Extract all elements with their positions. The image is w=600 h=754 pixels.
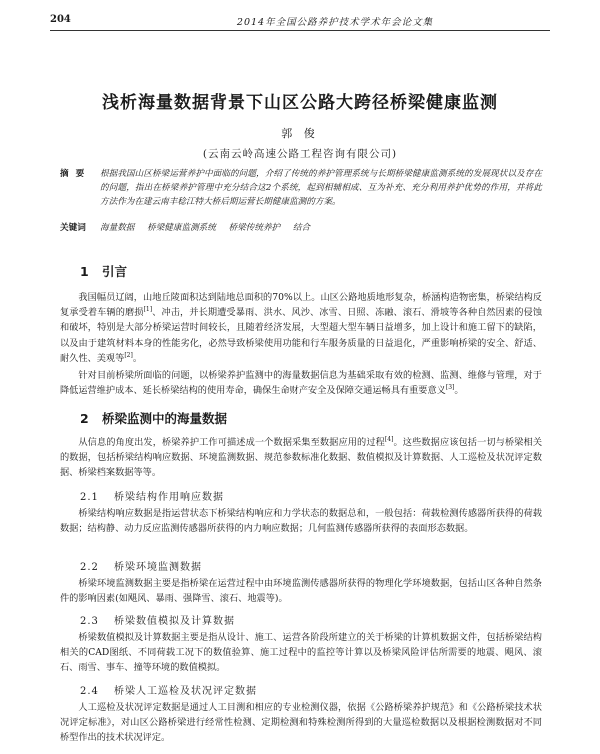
body-paragraph bbox=[60, 435, 542, 481]
subsection-heading-2-4 bbox=[80, 682, 257, 697]
citation: [1] bbox=[143, 306, 153, 314]
subsection-heading-2-2 bbox=[80, 558, 202, 573]
body-paragraph: 人工巡检及状况评定数据是通过人工目测和相应的专业检测仪器，依据《公路桥梁养护规范》和《公路桥梁技术状况评定标准》，对山区公路桥梁进行经常性检测、定期检测和特殊检测所得到的大量巡检数据以及根据检测数据对不同桥型作出的技术状况评定。 bbox=[60, 702, 542, 744]
body-paragraph: 桥梁结构响应数据是指运营状态下桥梁结构响应和力学状态的数据总和，一般包括：荷载检测传感器所获得的荷载数据；结构静、动力反应监测传感器所获得的内力响应数据；几何监测传感器所获得的表面形态数据。 bbox=[60, 508, 542, 535]
subsection-number: 2.2 bbox=[80, 562, 99, 573]
keywords-text: 海量数据 桥梁健康监测系统 桥梁传统养护 结合 bbox=[100, 223, 311, 233]
running-header bbox=[50, 10, 550, 31]
paragraph-text: 我国幅员辽阔，山地丘陵面积达到陆地总面积的70%以上。山区公路地质地形复杂，桥涵构造物密集，桥梁结构反复承受着车辆的磨损 bbox=[60, 292, 542, 319]
keywords-label: 关键词 bbox=[60, 223, 86, 233]
paragraph-text: 。 bbox=[132, 352, 142, 364]
section-heading-1 bbox=[80, 262, 127, 280]
section-title: 桥梁监测中的海量数据 bbox=[102, 411, 228, 426]
running-title: 2014年全国公路养护技术学术年会论文集 bbox=[236, 17, 434, 28]
author-name: 郭 俊 bbox=[281, 127, 319, 140]
paragraph-text: 从信息的角度出发，桥梁养护工作可描述成一个数据采集至数据应用的过程 bbox=[78, 437, 385, 448]
paragraph-text: 。这些数据应该包括一切与桥梁相关的数据，包括桥梁结构响应数据、环境监测数据、规范参数标准化数据、数值模拟及计算数据、人工巡检及状况评定数据、桥梁档案数据等等。 bbox=[60, 437, 543, 479]
body-paragraph bbox=[60, 290, 542, 366]
subsection-heading-2-3 bbox=[80, 612, 235, 627]
citation: [3] bbox=[445, 384, 455, 392]
body-paragraph: 桥梁环境监测数据主要是指桥梁在运营过程中由环境监测传感器所获得的物理化学环境数据，包括山区各种自然条件的影响因素(如飓风、暴雨、强降雪、滚石、地震等)。 bbox=[60, 578, 542, 605]
abstract-label: 摘 要 bbox=[60, 169, 87, 179]
abstract-text: 根据我国山区桥梁运营养护中面临的问题，介绍了传统的养护管理系统与长期桥梁健康监测系统的发展现状以及存在的问题，指出在桥梁养护管理中充分结合这2个系统，起到相辅相成、互为补充、充分利用养护优势的作用，并将此方法作为在建云南丰稔江特大桥后期运营长期健康监测的方案。 bbox=[100, 169, 542, 207]
section-title: 引言 bbox=[102, 264, 128, 279]
body-paragraph bbox=[60, 368, 542, 398]
subsection-heading-2-1 bbox=[80, 488, 224, 503]
author-affiliation: (云南云岭高速公路工程咨询有限公司) bbox=[202, 148, 398, 160]
body-paragraph: 桥梁数值模拟及计算数据主要是指从设计、施工、运营各阶段所建立的关于桥梁的计算机数据文件，包括桥梁结构相关的CAD图纸、不同荷载工况下的数值验算、施工过程中的监控等计算以及桥梁风险评估所需要的地震、飓风、滚石、雨雪、事车、撞等环境的数值模拟。 bbox=[60, 632, 542, 674]
section-number: 1 bbox=[80, 264, 89, 279]
page-number: 204 bbox=[50, 14, 71, 25]
citation: [4] bbox=[384, 435, 394, 443]
subsection-number: 2.3 bbox=[80, 616, 99, 627]
section-heading-2 bbox=[80, 409, 227, 427]
subsection-title: 桥梁环境监测数据 bbox=[114, 562, 202, 573]
subsection-title: 桥梁人工巡检及状况评定数据 bbox=[114, 686, 257, 697]
citation: [2] bbox=[124, 351, 133, 359]
paragraph-text: 、冲击，并长期遭受暴雨、洪水、风沙、冰雪、日照、冻融、滚石、滑坡等各种自然因素的侵蚀和破坏，特别是大部分桥梁运营时间较长，且随着经济发展，大型超大型车辆日益增多，加上设计和施工留下的缺陷，以及由于建筑材料本身的性能劣化，必然导致桥梁使用功能和行车服务质量的日益退化，严重影响桥梁的安全、舒适、耐久性、美观等 bbox=[60, 307, 543, 364]
subsection-title: 桥梁结构作用响应数据 bbox=[114, 492, 224, 503]
keywords-block bbox=[60, 221, 542, 233]
abstract-block bbox=[60, 167, 542, 209]
paragraph-text: 。 bbox=[454, 385, 464, 397]
subsection-title: 桥梁数值模拟及计算数据 bbox=[114, 616, 235, 627]
subsection-number: 2.4 bbox=[80, 686, 99, 697]
section-number: 2 bbox=[80, 411, 89, 426]
paragraph-text: 针对目前桥梁所面临的问题，以桥梁养护监测中的海量数据信息为基础采取有效的检测、监测、维修与管理，对于降低运营维护成本、延长桥梁结构的使用寿命，确保生命财产安全及保障交通运畅具有重要意义 bbox=[60, 370, 542, 397]
paper-title: 浅析海量数据背景下山区公路大跨径桥梁健康监测 bbox=[102, 93, 498, 113]
subsection-number: 2.1 bbox=[80, 492, 99, 503]
